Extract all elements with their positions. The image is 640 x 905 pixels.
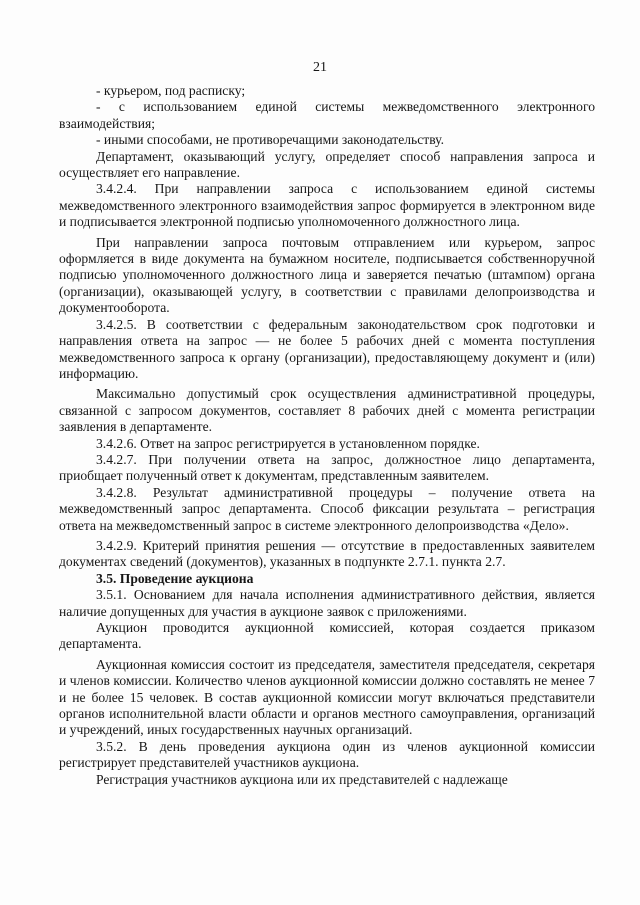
paragraph-max-term: Максимально допустимый срок осуществления административной процедуры, связанной с запросом документов, составляет 8 рабочих дней с момента регистрации заявления в департаменте.: [59, 386, 595, 435]
page-number: 21: [313, 60, 327, 75]
clause-3-5-2: 3.5.2. В день проведения аукциона один из членов аукционной комиссии регистрирует представителей участников аукциона.: [59, 738, 595, 771]
list-item-other-methods: - иными способами, не противоречащими законодательству.: [96, 132, 445, 148]
clause-3-4-2-5: 3.4.2.5. В соответствии с федеральным законодательством срок подготовки и направления ответа на запрос — не более 5 рабочих дней с момента поступления межведомственного запроса к органу (организации), предоставляющему документ и (или) информацию.: [59, 316, 595, 381]
list-item-electronic-interaction: - с использованием единой системы межведомственного электронного взаимодействия;: [59, 99, 595, 131]
section-heading-3-5: 3.5. Проведение аукциона: [96, 570, 254, 586]
paragraph-request-method: Департамент, оказывающий услугу, определяет способ направления запроса и осуществляет его направление.: [59, 148, 595, 181]
paragraph-registration: Регистрация участников аукциона или их представителей с надлежаще: [96, 771, 508, 787]
clause-3-4-2-8: 3.4.2.8. Результат административной процедуры – получение ответа на межведомственный запрос департамента. Способ фиксации результата – регистрация ответа на межведомственный запрос в системе электронного делопроизводства «Дело».: [59, 484, 595, 533]
clause-3-4-2-6: 3.4.2.6. Ответ на запрос регистрируется в установленном порядке.: [96, 435, 480, 451]
paragraph-postal-request: При направлении запроса почтовым отправлением или курьером, запрос оформляется в виде документа на бумажном носителе, подписывается собственноручной подписью уполномоченного должностного лица и заверяется печатью (штампом) органа (организации), оказывающей услугу, в соответствии с правилами делопроизводства и документооборота.: [59, 234, 595, 316]
list-item-courier: - курьером, под расписку;: [96, 83, 246, 98]
document-body: [59, 83, 595, 788]
clause-3-4-2-7: 3.4.2.7. При получении ответа на запрос, должностное лицо департамента, приобщает полученный ответ к документам, представленным заявителем.: [59, 451, 595, 484]
paragraph-auction-commission: Аукцион проводится аукционной комиссией, которая создается приказом департамента.: [59, 620, 595, 652]
clause-3-5-1: 3.5.1. Основанием для начала исполнения административного действия, является наличие допущенных для участия в аукционе заявок с приложениями.: [59, 587, 595, 619]
paragraph-commission-composition: Аукционная комиссия состоит из председателя, заместителя председателя, секретаря и членов комиссии. Количество членов аукционной комиссии должно составлять не менее 7 и не более 15 человек. В состав аукционной комиссии могут включаться представители органов исполнительной власти области и органов местного самоуправления, организаций и учреждений, иных государственных научных организаций.: [59, 656, 595, 738]
clause-3-4-2-9: 3.4.2.9. Критерий принятия решения — отсутствие в предоставленных заявителем документах сведений (документов), указанных в подпункте 2.7.1. пункта 2.7.: [59, 537, 595, 570]
clause-3-4-2-4: 3.4.2.4. При направлении запроса с использованием единой системы межведомственного электронного взаимодействия запрос формируется в электронном виде и подписывается электронной подписью уполномоченного должностного лица.: [59, 181, 595, 230]
